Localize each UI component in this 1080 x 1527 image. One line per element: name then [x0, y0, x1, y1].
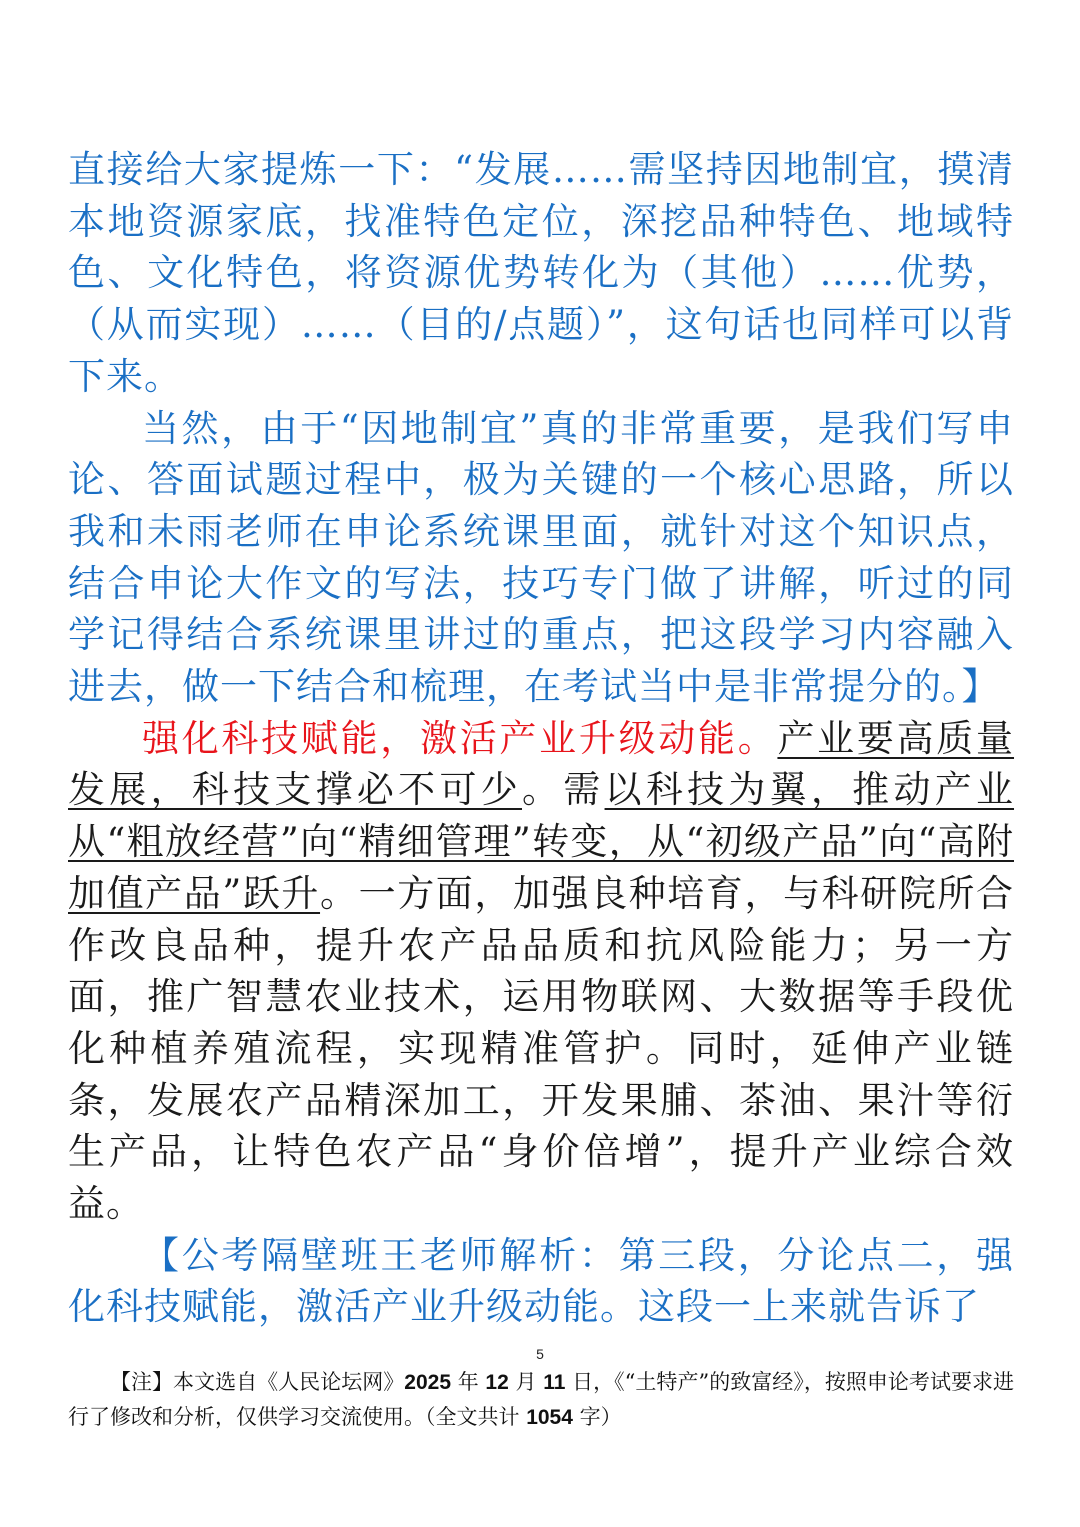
underlined-key-sentence: 产业要高质量发展，科技支撑必不可少	[68, 716, 1015, 812]
footnote-text: 日，《“土特产”的致富经》，按照申论考试要求进行了修改和分析，仅供学习交流使用。（全文共计	[68, 1370, 1015, 1429]
footnote-word-count: 1054	[526, 1406, 573, 1429]
body-text-fragment: 。需	[522, 768, 605, 812]
footnote-day: 11	[543, 1371, 566, 1394]
footnote-month: 12	[485, 1371, 509, 1394]
page-number: 5	[536, 1346, 544, 1362]
underlined-key-phrase: 以科技为翼，推动产业从“粗放经营”向“精细管理”转变，从“初级产品”向“高附加值产品”跃升	[68, 768, 1015, 915]
footnote-text: 字）	[572, 1405, 622, 1429]
body-text-rest: 。一方面，加强良种培育，与科研院所合作改良品种，提升农产品品质和抗风险能力；另一方面，推广智慧农业技术，运用物联网、大数据等手段优化种植养殖流程，实现精准管护。同时，延伸产业链条，发展农产品精深加工，开发果脯、茶油、果汁等衍生产品，让特色农产品“身价倍增”，提升产业综合效益。	[68, 871, 1015, 1226]
footnote-text: 【注】本文选自《人民论坛网》	[110, 1370, 405, 1394]
article-body	[68, 144, 1014, 1333]
footnote-text: 月	[508, 1370, 544, 1394]
footnote-year: 2025	[404, 1371, 451, 1394]
source-footnote	[68, 1365, 1014, 1435]
footnote-text: 年	[451, 1370, 486, 1394]
body-paragraph	[68, 713, 1014, 1230]
analysis-paragraph: 当然，由于“因地制宜”真的非常重要，是我们写申论、答面试题过程中，极为关键的一个核心思路，所以我和未雨老师在申论系统课里面，就针对这个知识点，结合申论大作文的写法，技巧专门做了讲解，听过的同学记得结合系统课里讲过的重点，把这段学习内容融入进去，做一下结合和梳理，在考试当中是非常提分的。】	[68, 406, 1014, 709]
analysis-paragraph-start: 【公考隔壁班王老师解析：第三段，分论点二，强化科技赋能，激活产业升级动能。这段一上来就告诉了	[68, 1233, 1014, 1329]
analysis-paragraph-continued: 直接给大家提炼一下：“发展……需坚持因地制宜，摸清本地资源家底，找准特色定位，深挖品种特色、地域特色、文化特色，将资源优势转化为（其他）……优势，（从而实现）……（目的/点题）”，这句话也同样可以背下来。	[68, 148, 1014, 398]
section-heading: 强化科技赋能，激活产业升级动能。	[142, 716, 778, 760]
